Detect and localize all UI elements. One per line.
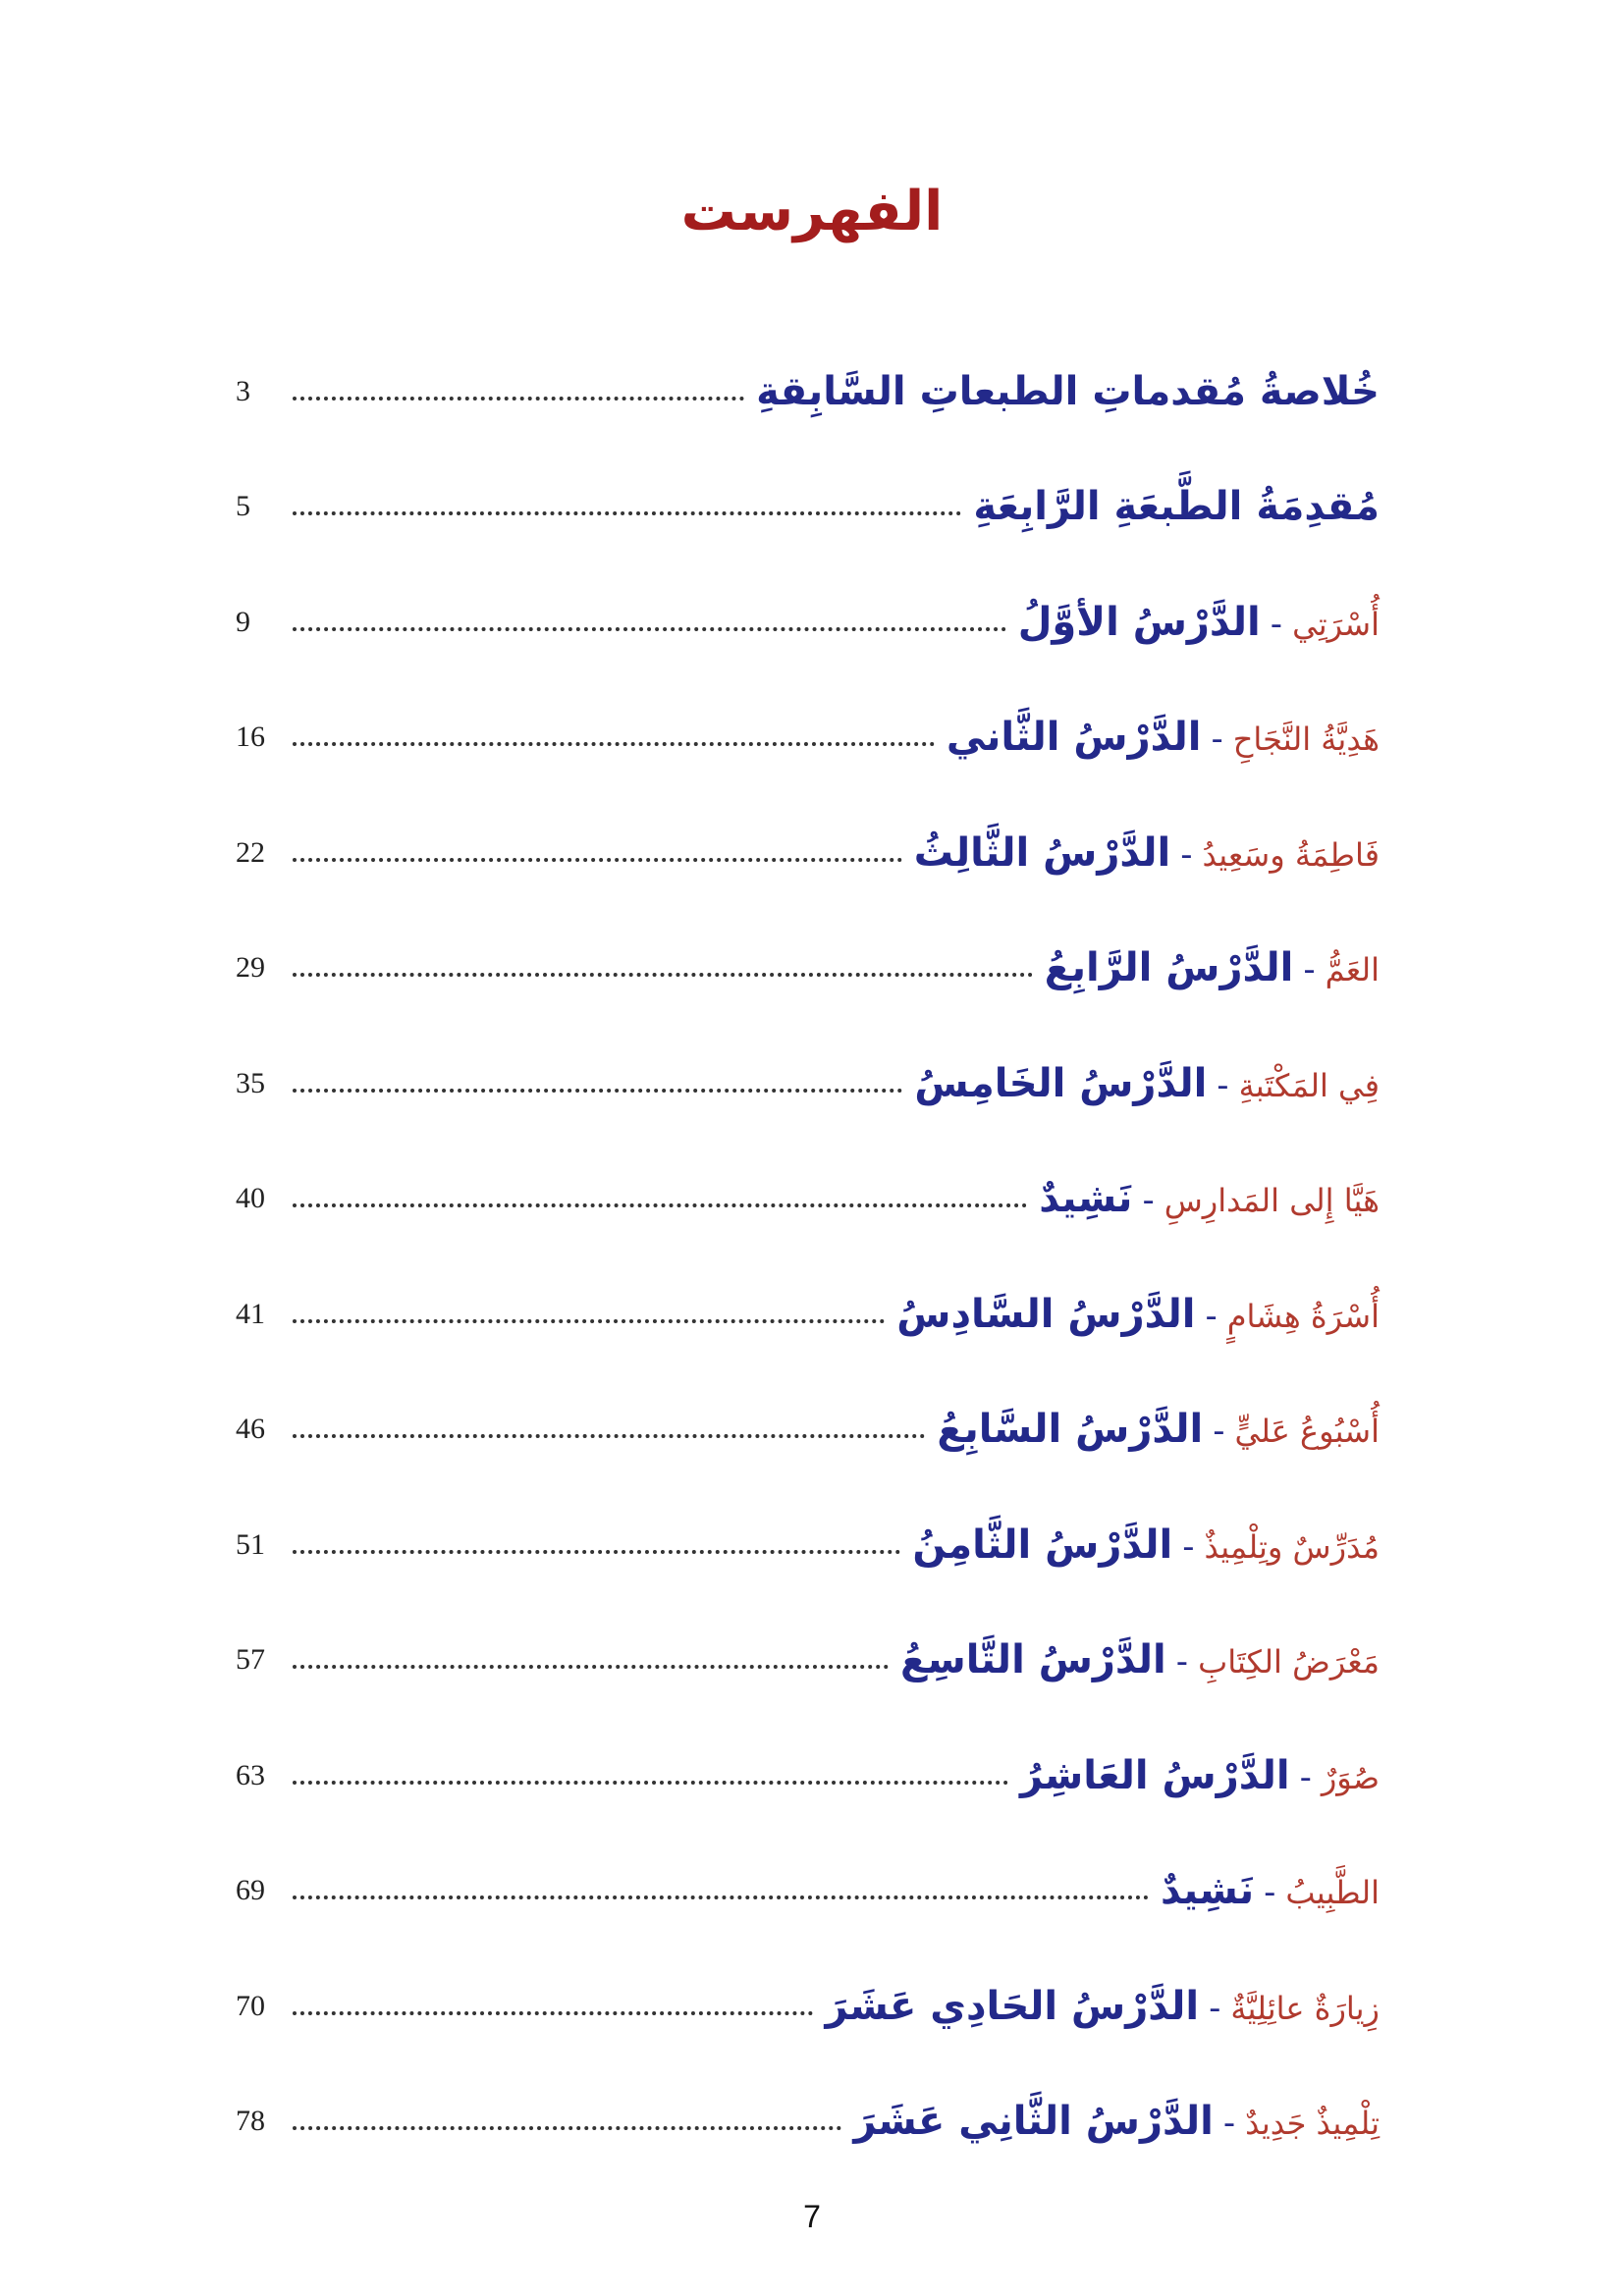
dot-leader <box>293 1665 889 1669</box>
toc-entry[interactable] <box>236 1718 1380 1834</box>
toc-entry-title-group <box>756 369 1380 414</box>
dot-leader <box>293 2126 841 2130</box>
toc-entry-separator: - <box>1299 1757 1312 1797</box>
toc-entry[interactable] <box>236 1487 1380 1603</box>
toc-entry-page-number: 70 <box>236 1989 265 2022</box>
toc-entry[interactable] <box>236 1026 1380 1142</box>
toc-entry-separator: - <box>1270 604 1283 644</box>
footer-page-number: 7 <box>803 2199 821 2234</box>
toc-entry-title-group <box>1161 1868 1380 1913</box>
toc-entry-page-number: 78 <box>236 2105 265 2138</box>
toc-entry[interactable] <box>236 2064 1380 2180</box>
toc-entry[interactable] <box>236 334 1380 450</box>
dot-leader <box>293 1550 900 1554</box>
toc-entry-label: الدَّرْسُ الثَّامِنُ <box>912 1522 1173 1568</box>
toc-entry-separator: - <box>1175 1642 1189 1682</box>
toc-entry-page-number: 29 <box>236 951 265 985</box>
dot-leader <box>293 1089 902 1093</box>
toc-entry-page-number: 41 <box>236 1297 265 1330</box>
toc-entry-title-group <box>914 830 1380 876</box>
toc-entry-subtitle: هَدِيَّةُ النَّجَاحِ <box>1232 721 1380 759</box>
toc-entry-label: الدَّرْسُ السَّادِسُ <box>896 1291 1196 1337</box>
toc-entry-separator: - <box>1205 1296 1218 1336</box>
toc-entry-label: الدَّرْسُ العَاشِرُ <box>1020 1752 1290 1798</box>
toc-entry-subtitle: مَعْرَضُ الكِتَابِ <box>1198 1643 1380 1682</box>
toc-entry-page-number: 46 <box>236 1413 265 1446</box>
toc-entry-subtitle: أُسْرَةُ هِشَامٍ <box>1226 1297 1380 1335</box>
toc-entry-subtitle: هَيَّا إِلى المَدارِسِ <box>1164 1182 1380 1220</box>
toc-entry-separator: - <box>1182 1526 1195 1567</box>
toc-entry-label: الدَّرْسُ الخَامِسُ <box>914 1060 1208 1106</box>
toc-entry-title-group <box>937 1407 1380 1452</box>
toc-entry-title-group <box>896 1292 1380 1337</box>
toc-entry-separator: - <box>1222 2104 1236 2144</box>
toc-entry-page-number: 63 <box>236 1758 265 1791</box>
toc-entry-label: الدَّرْسُ الأوَّلُ <box>1017 599 1261 645</box>
toc-entry[interactable] <box>236 450 1380 565</box>
toc-entry-separator: - <box>1264 1873 1276 1913</box>
toc-entry-title-group <box>825 1984 1380 2029</box>
toc-entry-page-number: 51 <box>236 1527 265 1561</box>
toc-entry-label: الدَّرْسُ الثَّانِي عَشَرَ <box>853 2099 1214 2145</box>
toc-entry-separator: - <box>1303 950 1316 990</box>
toc-entry-page-number: 35 <box>236 1066 265 1099</box>
toc-entry[interactable] <box>236 1949 1380 2064</box>
dot-leader <box>293 2011 813 2015</box>
toc-entry-label: الدَّرْسُ السَّابِعُ <box>937 1407 1204 1453</box>
toc-entry[interactable] <box>236 795 1380 911</box>
toc-entry-subtitle: أُسْرَتِي <box>1292 605 1380 643</box>
dot-leader <box>293 627 1006 631</box>
dot-leader <box>293 1781 1008 1785</box>
toc-entry-separator: - <box>1209 1988 1221 2028</box>
toc-entry-label: نَشِيدٌ <box>1160 1868 1255 1914</box>
toc-entry[interactable] <box>236 1142 1380 1257</box>
toc-entry[interactable] <box>236 564 1380 680</box>
dot-leader <box>293 1203 1027 1207</box>
toc-entry-separator: - <box>1213 1412 1225 1452</box>
toc-entry-separator: - <box>1180 834 1193 875</box>
toc-entry-page-number: 22 <box>236 835 265 869</box>
toc-entry-subtitle: تِلْمِيذٌ جَدِيدٌ <box>1245 2105 1380 2143</box>
toc-entry-subtitle: زِيارَةٌ عائِلِيَّةٌ <box>1230 1989 1380 2027</box>
toc-entry-subtitle: فَاطِمَةُ وسَعِيدُ <box>1202 835 1380 874</box>
toc-entry-page-number: 5 <box>236 490 250 523</box>
toc-entry-page-number: 16 <box>236 721 265 754</box>
toc-entry-label: الدَّرْسُ التَّاسِعُ <box>900 1637 1166 1683</box>
toc-entry-title-group <box>947 715 1380 760</box>
toc-entry-page-number: 57 <box>236 1643 265 1677</box>
dot-leader <box>293 742 935 746</box>
toc-entry-label: نَشِيدٌ <box>1039 1176 1133 1222</box>
toc-entry-subtitle: العَمُّ <box>1325 951 1380 989</box>
toc-entry-page-number: 3 <box>236 374 250 407</box>
toc-entry[interactable] <box>236 1372 1380 1488</box>
toc-entry-separator: - <box>1142 1181 1155 1221</box>
toc-entry[interactable] <box>236 1256 1380 1372</box>
toc-entry-subtitle: صُوَرٌ <box>1321 1758 1380 1796</box>
toc-entry-subtitle: الطَّبِيبُ <box>1285 1874 1380 1912</box>
toc-entry-page-number: 69 <box>236 1874 265 1907</box>
toc-entry-title-group <box>973 484 1380 529</box>
toc-entry[interactable] <box>236 680 1380 796</box>
toc-entry-title-group <box>1018 600 1380 645</box>
toc-entry-title-group <box>912 1522 1380 1568</box>
toc-entry-title-group <box>914 1061 1380 1106</box>
toc-entry-separator: - <box>1211 720 1223 760</box>
toc-entry-separator: - <box>1217 1065 1229 1105</box>
dot-leader <box>293 858 902 862</box>
toc-entry-label: مُقدِمَةُ الطَّبعَةِ الرَّابِعَةِ <box>973 484 1380 530</box>
toc-entry-subtitle: أُسْبُوعُ عَليٍّ <box>1234 1413 1380 1451</box>
table-of-contents <box>236 334 1380 2179</box>
toc-entry-title-group <box>1020 1753 1380 1798</box>
toc-entry[interactable] <box>236 1603 1380 1719</box>
dot-leader <box>293 1434 925 1438</box>
toc-entry-label: خُلاصةُ مُقدماتِ الطبعاتِ السَّابِقةِ <box>756 368 1380 414</box>
toc-entry-label: الدَّرْسُ الحَادِي عَشَرَ <box>825 1983 1200 2029</box>
dot-leader <box>293 973 1033 977</box>
toc-entry-title-group <box>900 1637 1380 1682</box>
toc-entry-title-group <box>1039 1176 1380 1221</box>
toc-entry-label: الدَّرْسُ الرَّابِعُ <box>1044 945 1294 991</box>
toc-entry-subtitle: فِي المَكْتَبةِ <box>1238 1066 1380 1104</box>
toc-entry[interactable] <box>236 1834 1380 1949</box>
toc-entry[interactable] <box>236 911 1380 1027</box>
toc-entry-title-group <box>853 2099 1380 2144</box>
toc-entry-title-group <box>1045 945 1380 990</box>
page-title: الفهرست <box>680 179 944 243</box>
dot-leader <box>293 1896 1149 1899</box>
toc-entry-page-number: 40 <box>236 1182 265 1215</box>
toc-entry-label: الدَّرْسُ الثَّالِثُ <box>913 829 1171 876</box>
toc-entry-page-number: 9 <box>236 605 250 638</box>
dot-leader <box>293 511 961 515</box>
toc-entry-subtitle: مُدَرِّسٌ وتِلْمِيذٌ <box>1204 1527 1380 1566</box>
toc-entry-label: الدَّرْسُ الثَّاني <box>946 715 1202 761</box>
dot-leader <box>293 397 744 400</box>
dot-leader <box>293 1319 885 1323</box>
